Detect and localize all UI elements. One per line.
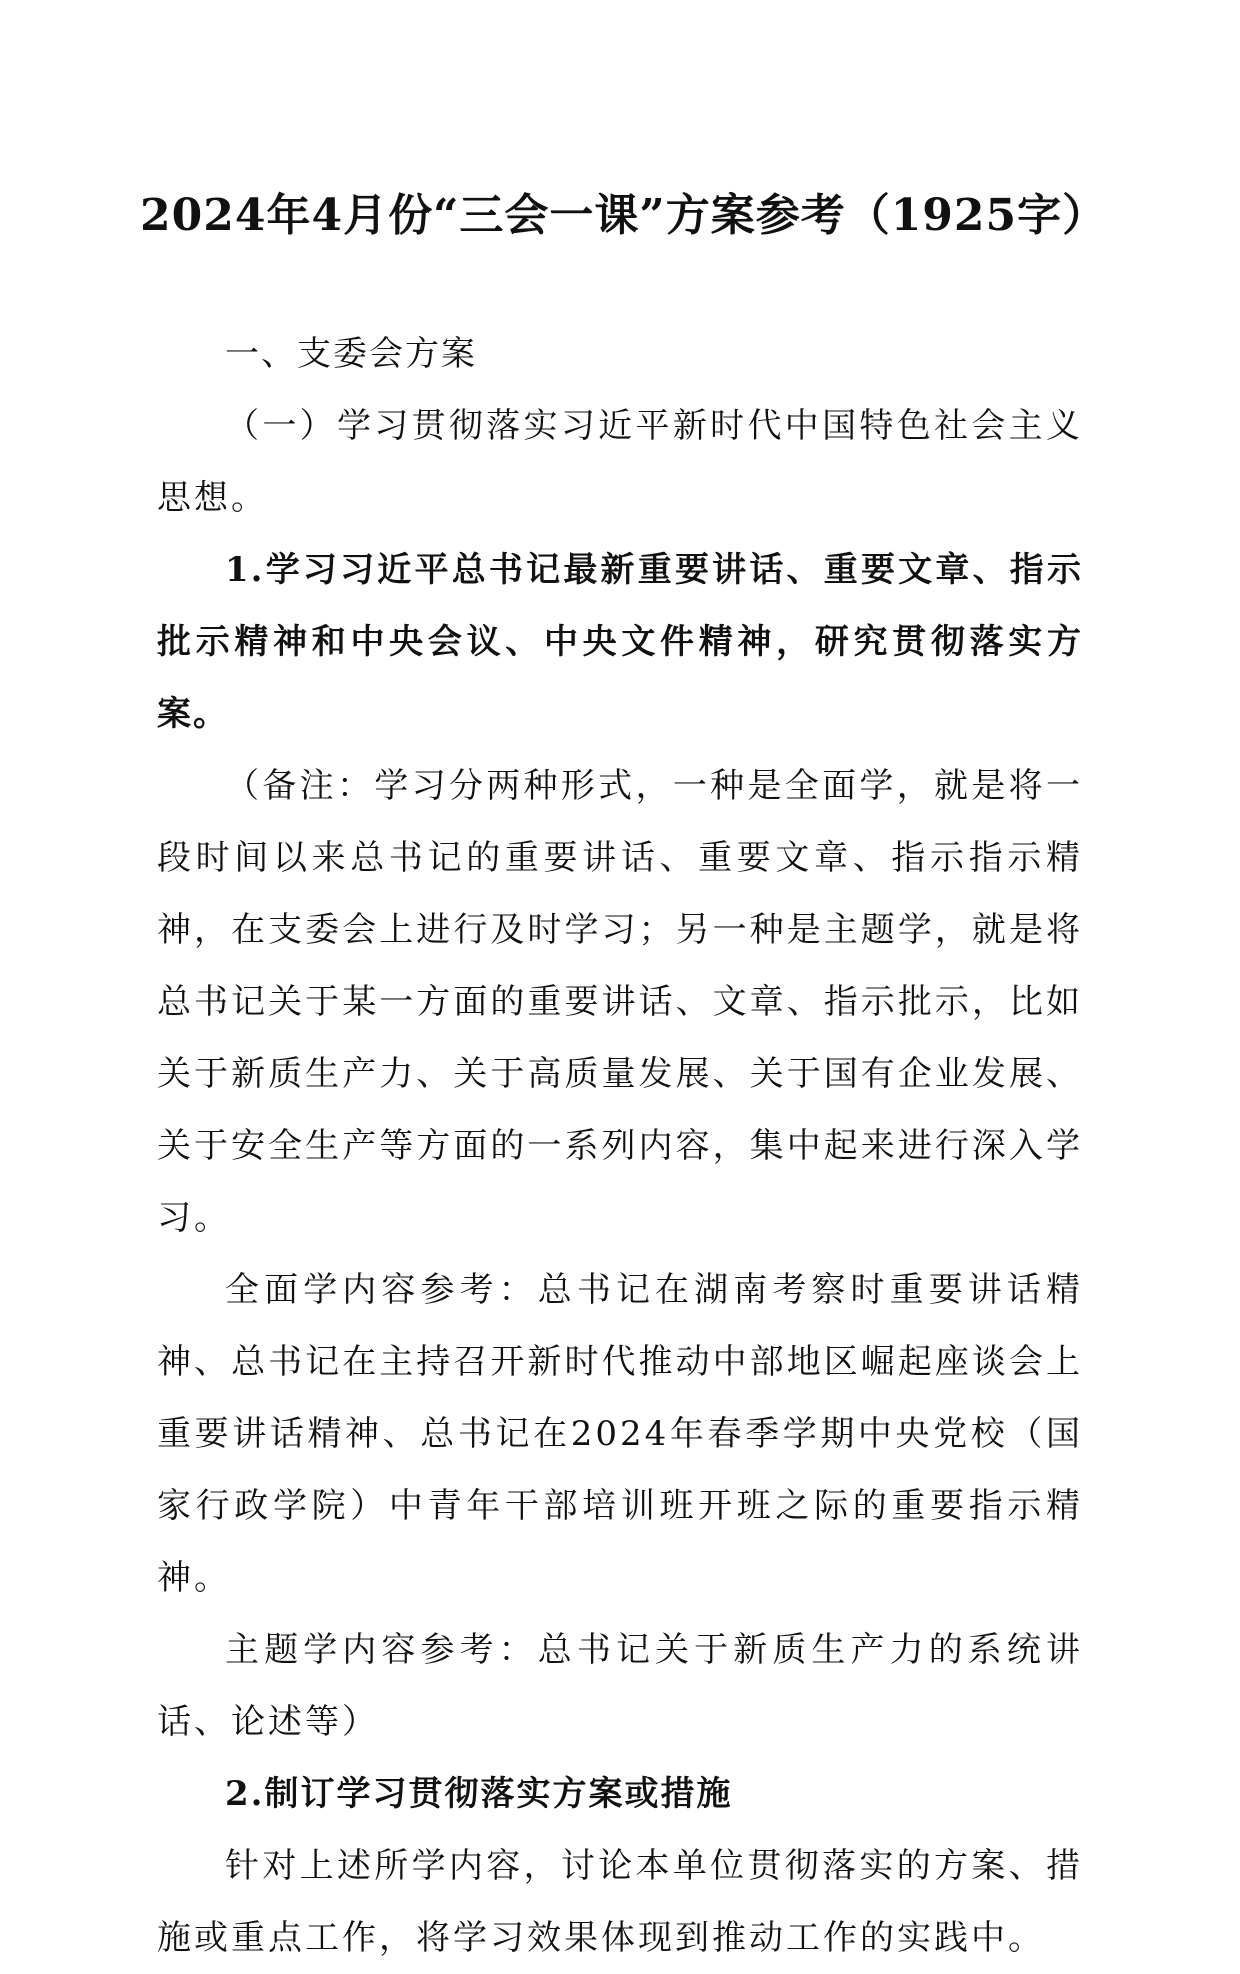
subsection-heading: （一）学习贯彻落实习近平新时代中国特色社会主义思想。 <box>157 406 1083 518</box>
item-heading-2: 2.制订学习贯彻落实方案或措施 <box>225 1774 733 1814</box>
document-title: 2024年4月份“三会一课”方案参考（1925字） <box>140 190 1108 241</box>
note-paragraph: （备注：学习分两种形式，一种是全面学，就是将一段时间以来总书记的重要讲话、重要文章、指示指示精神，在支委会上进行及时学习；另一种是主题学，就是将总书记关于某一方面的重要讲话、文章、指示批示，比如关于新质生产力、关于高质量发展、关于国有企业发展、关于安全生产等方面的一系列内容，集中起来进行深入学习。 <box>157 766 1083 1238</box>
comprehensive-study-paragraph: 全面学内容参考：总书记在湖南考察时重要讲话精神、总书记在主持召开新时代推动中部地区崛起座谈会上重要讲话精神、总书记在2024年春季学期中央党校（国家行政学院）中青年干部培训班开班之际的重要指示精神。 <box>157 1270 1083 1598</box>
item-heading-1: 1.学习习近平总书记最新重要讲话、重要文章、指示批示精神和中央会议、中央文件精神，研究贯彻落实方案。 <box>157 550 1083 734</box>
document-body <box>157 318 1083 1974</box>
thematic-study-paragraph: 主题学内容参考：总书记关于新质生产力的系统讲话、论述等） <box>157 1630 1083 1742</box>
item-2-paragraph: 针对上述所学内容，讨论本单位贯彻落实的方案、措施或重点工作，将学习效果体现到推动工作的实践中。 <box>157 1846 1083 1958</box>
section-heading: 一、支委会方案 <box>225 334 477 374</box>
